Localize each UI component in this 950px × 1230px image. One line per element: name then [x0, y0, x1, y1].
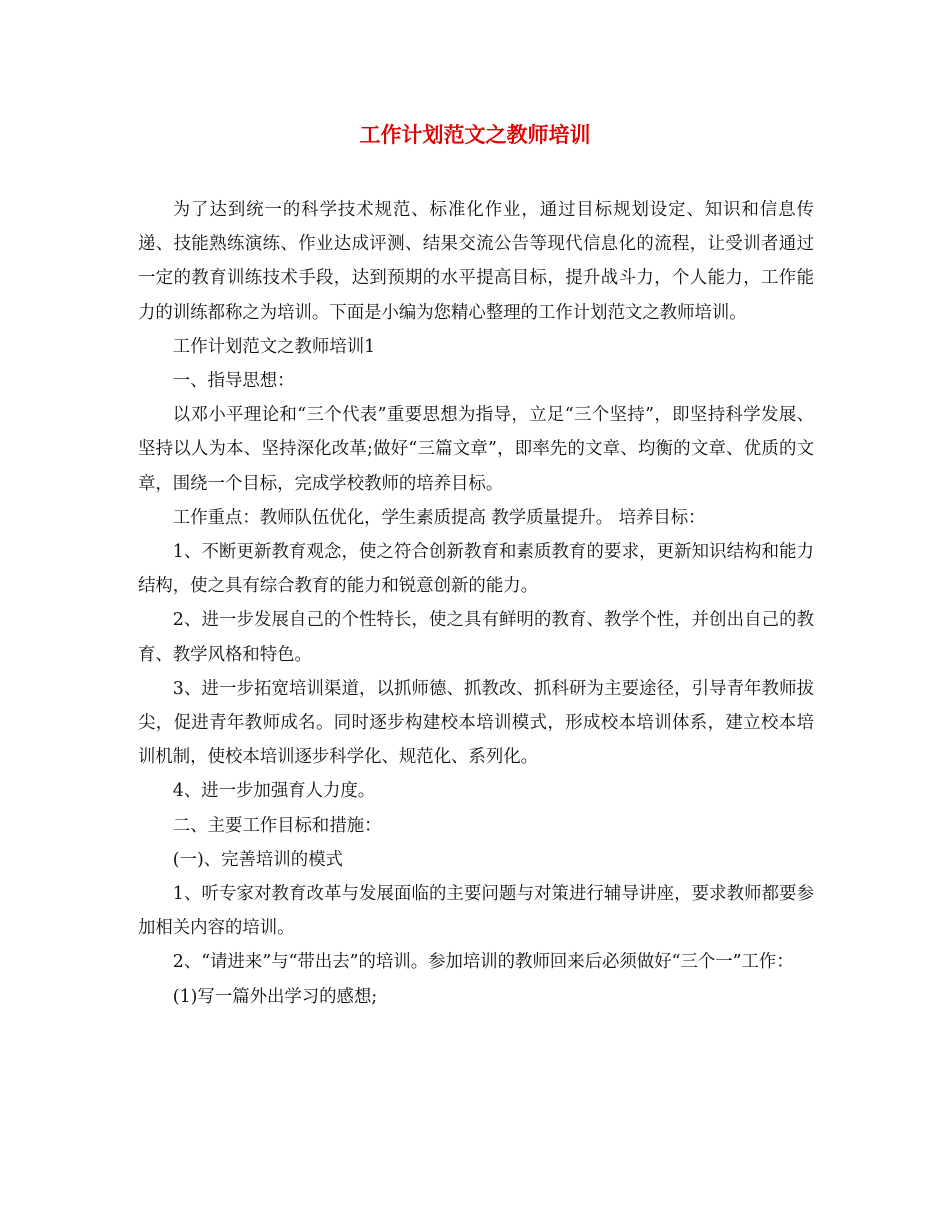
- paragraph-goal-3: 3、进一步拓宽培训渠道，以抓师德、抓教改、抓科研为主要途径，引导青年教师拔尖，促进青年教师成名。同时逐步构建校本培训模式，形成校本培训体系，建立校本培训机制，使校本培训逐步科学化、规范化、系列化。: [138, 678, 814, 768]
- paragraph-measure-2: 2、“请进来”与“带出去”的培训。参加培训的教师回来后必须做好“三个一”工作：: [172, 952, 794, 973]
- paragraph-section-heading: 工作计划范文之教师培训1: [172, 336, 376, 357]
- document-body: [138, 193, 814, 1014]
- paragraph-intro: 为了达到统一的科学技术规范、标准化作业，通过目标规划设定、知识和信息传递、技能熟练演练、作业达成评测、结果交流公告等现代信息化的流程，让受训者通过一定的教育训练技术手段，达到预期的水平提高目标，提升战斗力，个人能力，工作能力的训练都称之为培训。下面是小编为您精心整理的工作计划范文之教师培训。: [138, 200, 814, 323]
- paragraph-work-focus: 工作重点：教师队伍优化，学生素质提高 教学质量提升。 培养目标：: [172, 507, 706, 528]
- paragraph-guiding-thought-heading: 一、指导思想：: [172, 371, 295, 392]
- paragraph-measure-2-item-1: (1)写一篇外出学习的感想;: [172, 986, 378, 1007]
- paragraph-measures-heading: 二、主要工作目标和措施：: [172, 815, 382, 836]
- paragraph-goal-2: 2、进一步发展自己的个性特长，使之具有鲜明的教育、教学个性，并创出自己的教育、教学风格和特色。: [138, 610, 814, 665]
- paragraph-guiding-thought: 以邓小平理论和“三个代表”重要思想为指导，立足“三个坚持”，即坚持科学发展、坚持以人为本、坚持深化改革;做好“三篇文章”，即率先的文章、均衡的文章、优质的文章，围绕一个目标，完成学校教师的培养目标。: [138, 405, 814, 494]
- document-title: 工作计划范文之教师培训: [359, 122, 591, 147]
- paragraph-measure-1: 1、听专家对教育改革与发展面临的主要问题与对策进行辅导讲座，要求教师都要参加相关内容的培训。: [138, 884, 814, 939]
- paragraph-training-mode-heading: (一)、完善培训的模式: [172, 849, 343, 870]
- paragraph-goal-4: 4、进一步加强育人力度。: [172, 781, 376, 802]
- paragraph-goal-1: 1、不断更新教育观念，使之符合创新教育和素质教育的要求，更新知识结构和能力结构，使之具有综合教育的能力和锐意创新的能力。: [138, 542, 814, 597]
